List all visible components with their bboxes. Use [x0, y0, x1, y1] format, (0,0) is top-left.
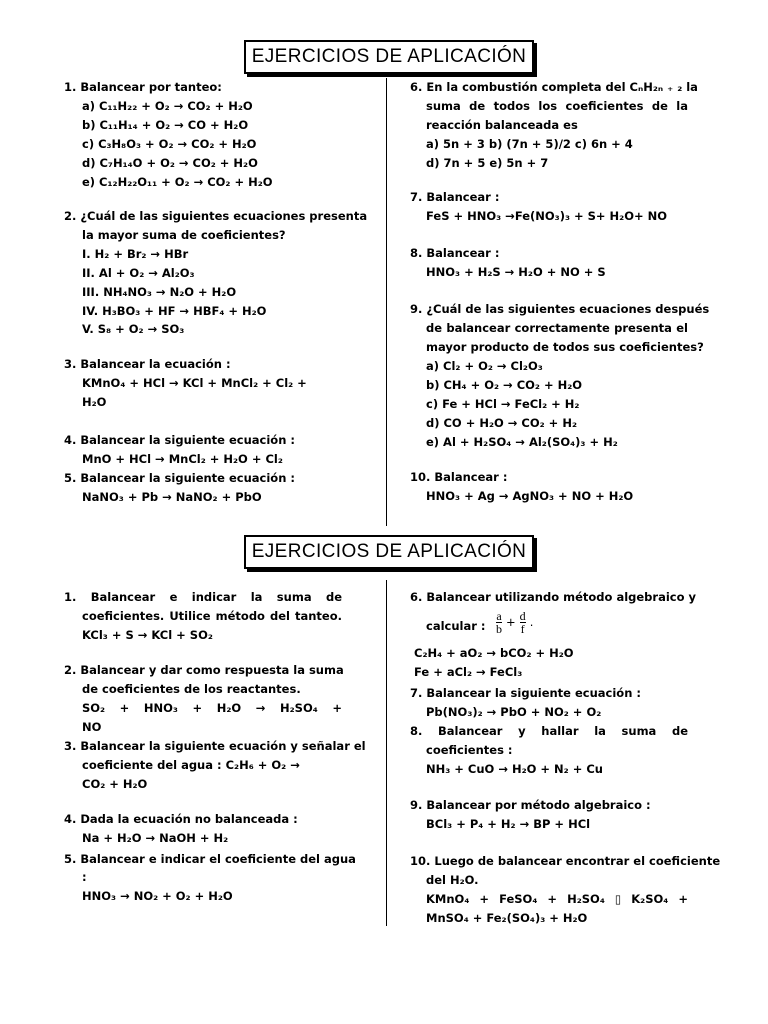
top-right-line-13: a) Cl₂ + O₂ → Cl₂O₃ — [426, 359, 543, 373]
bottom-right-line-8: coeficientes : — [426, 743, 513, 757]
top-right-line-18: 10. Balancear : — [410, 470, 508, 484]
bottom-right-line-11: BCl₃ + P₄ + H₂ → BP + HCl — [426, 817, 591, 831]
top-left-line-18: MnO + HCl → MnCl₂ + H₂O + Cl₂ — [82, 452, 283, 466]
top-left-line-17: 4. Balancear la siguiente ecuación : — [64, 433, 295, 447]
top-right-line-16: d) CO + H₂O → CO₂ + H₂ — [426, 416, 577, 430]
top-left-line-11: III. NH₄NO₃ → N₂O + H₂O — [82, 285, 237, 299]
top-left-line-1: 1. Balancear por tanteo: — [64, 80, 222, 94]
bottom-right-line-9: NH₃ + CuO → H₂O + N₂ + Cu — [426, 762, 603, 776]
top-right-line-3: reacción balanceada es — [426, 118, 578, 132]
top-right-line-4: a) 5n + 3 b) (7n + 5)/2 c) 6n + 4 — [426, 137, 633, 151]
top-right-line-1: 6. En la combustión completa del CₙH₂ₙ ₊ ₂ la — [410, 80, 698, 94]
bottom-right-line-13: del H₂O. — [426, 873, 479, 887]
bottom-right-line-7: 8. Balancear y hallar la suma de — [410, 724, 688, 738]
top-left-line-20: NaNO₃ + Pb → NaNO₂ + PbO — [82, 490, 262, 504]
fraction-expression: $\frac{a}{b}$ + $\frac{d}{f}$ . — [496, 609, 534, 636]
top-left-line-15: KMnO₄ + HCl → KCl + MnCl₂ + Cl₂ + — [82, 376, 307, 390]
bottom-left-line-14: : — [82, 870, 87, 884]
bottom-left-line-13: 5. Balancear e indicar el coeficiente del agua — [64, 852, 356, 866]
bottom-left-line-3: KCl₃ + S → KCl + SO₂ — [82, 628, 213, 642]
bottom-left-line-1: 1. Balancear e indicar la suma de — [64, 590, 342, 604]
top-right-line-5: d) 7n + 5 e) 5n + 7 — [426, 156, 549, 170]
top-left-line-12: IV. H₃BO₃ + HF → HBF₄ + H₂O — [82, 304, 267, 318]
top-left-line-16: H₂O — [82, 395, 107, 409]
top-left-line-7: 2. ¿Cuál de las siguientes ecuaciones presenta — [64, 209, 368, 223]
bottom-left-line-9: coeficiente del agua : C₂H₆ + O₂ → — [82, 758, 300, 772]
plus-sign: + — [506, 615, 516, 629]
bottom-left-line-4: 2. Balancear y dar como respuesta la suma — [64, 663, 344, 677]
top-title: EJERCICIOS DE APLICACIÓN — [244, 40, 534, 74]
fraction-d-f — [520, 610, 526, 635]
fraction-denominator-b: b — [496, 622, 502, 636]
bottom-right-line-12: 10. Luego de balancear encontrar el coeficiente — [410, 854, 721, 868]
top-right-line-19: HNO₃ + Ag → AgNO₃ + NO + H₂O — [426, 489, 634, 503]
top-left-line-9: I. H₂ + Br₂ → HBr — [82, 247, 189, 261]
top-right-line-17: e) Al + H₂SO₄ → Al₂(SO₄)₃ + H₂ — [426, 435, 618, 449]
top-right-line-2: suma de todos los coeficientes de la — [426, 99, 688, 113]
top-left-line-6: e) C₁₂H₂₂O₁₁ + O₂ → CO₂ + H₂O — [82, 175, 273, 189]
bottom-left-line-8: 3. Balancear la siguiente ecuación y señalar el — [64, 739, 366, 753]
top-left-line-14: 3. Balancear la ecuación : — [64, 357, 231, 371]
bottom-left-line-15: HNO₃ → NO₂ + O₂ + H₂O — [82, 889, 233, 903]
top-right-line-8: 8. Balancear : — [410, 246, 500, 260]
top-left-line-3: b) C₁₁H₁₄ + O₂ → CO + H₂O — [82, 118, 249, 132]
bottom-right-line-5: 7. Balancear la siguiente ecuación : — [410, 686, 641, 700]
bottom-title: EJERCICIOS DE APLICACIÓN — [244, 535, 534, 569]
top-left-line-19: 5. Balancear la siguiente ecuación : — [64, 471, 295, 485]
bottom-left-line-11: 4. Dada la ecuación no balanceada : — [64, 812, 298, 826]
top-right-line-11: de balancear correctamente presenta el — [426, 321, 688, 335]
top-right-line-10: 9. ¿Cuál de las siguientes ecuaciones después — [410, 302, 710, 316]
bottom-left-line-12: Na + H₂O → NaOH + H₂ — [82, 831, 229, 845]
top-left-line-4: c) C₃H₈O₃ + O₂ → CO₂ + H₂O — [82, 137, 257, 151]
top-left-line-13: V. S₈ + O₂ → SO₃ — [82, 322, 185, 336]
top-left-line-10: II. Al + O₂ → Al₂O₃ — [82, 266, 195, 280]
fraction-numerator-a: a — [496, 609, 502, 623]
bottom-right-line-2: calcular : — [426, 619, 486, 633]
fraction-numerator-d: d — [519, 609, 526, 623]
bottom-left-line-10: CO₂ + H₂O — [82, 777, 148, 791]
top-right-line-14: b) CH₄ + O₂ → CO₂ + H₂O — [426, 378, 583, 392]
top-right-line-7: FeS + HNO₃ →Fe(NO₃)₃ + S+ H₂O+ NO — [426, 209, 668, 223]
top-left-line-2: a) C₁₁H₂₂ + O₂ → CO₂ + H₂O — [82, 99, 253, 113]
top-left-line-8: la mayor suma de coeficientes? — [82, 228, 286, 242]
bottom-left-line-6: SO₂ + HNO₃ + H₂O → H₂SO₄ + — [82, 701, 342, 715]
top-right-line-15: c) Fe + HCl → FeCl₂ + H₂ — [426, 397, 580, 411]
top-right-line-9: HNO₃ + H₂S → H₂O + NO + S — [426, 265, 606, 279]
fraction-denominator-f: f — [520, 622, 525, 636]
top-left-line-5: d) C₇H₁₄O + O₂ → CO₂ + H₂O — [82, 156, 258, 170]
bottom-right-line-1: 6. Balancear utilizando método algebraico y — [410, 590, 697, 604]
top-right-line-12: mayor producto de todos sus coeficientes? — [426, 340, 704, 354]
bottom-left-line-2: coeficientes. Utilice método del tanteo. — [82, 609, 342, 623]
bottom-right-line-4: Fe + aCl₂ → FeCl₃ — [414, 665, 523, 679]
fraction-a-b — [496, 610, 502, 635]
bottom-left-line-5: de coeficientes de los reactantes. — [82, 682, 301, 696]
bottom-right-line-14: KMnO₄ + FeSO₄ + H₂SO₄ ▯ K₂SO₄ + — [426, 892, 688, 906]
bottom-right-line-3: C₂H₄ + aO₂ → bCO₂ + H₂O — [414, 646, 574, 660]
top-right-line-6: 7. Balancear : — [410, 190, 500, 204]
bottom-right-line-10: 9. Balancear por método algebraico : — [410, 798, 651, 812]
top-divider — [386, 78, 387, 526]
bottom-left-line-7: NO — [82, 720, 102, 734]
bottom-right-line-15: MnSO₄ + Fe₂(SO₄)₃ + H₂O — [426, 911, 588, 925]
bottom-divider — [386, 580, 387, 926]
bottom-right-line-6: Pb(NO₃)₂ → PbO + NO₂ + O₂ — [426, 705, 602, 719]
